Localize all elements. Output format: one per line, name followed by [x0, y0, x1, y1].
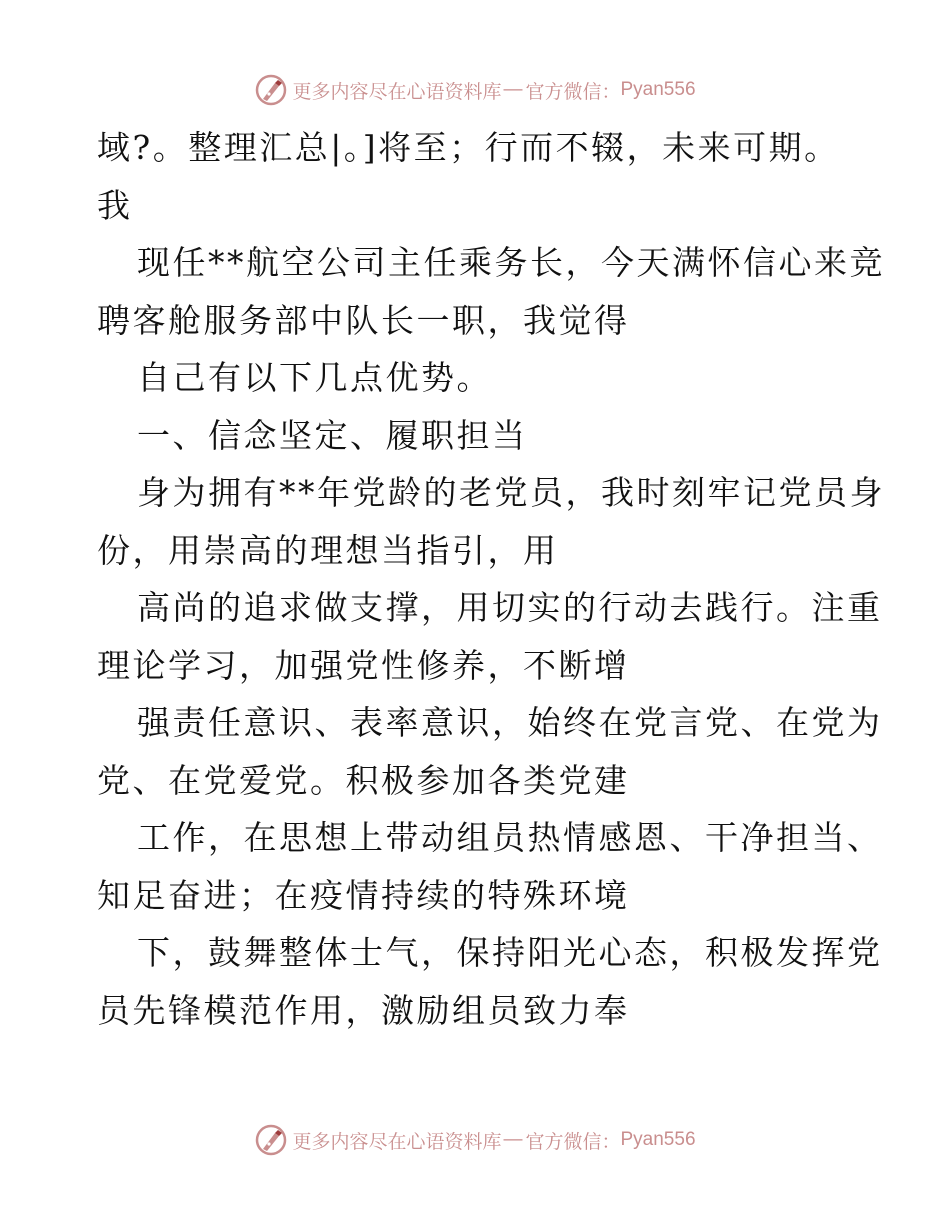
- banner-separator: —: [503, 79, 520, 100]
- body-line: 自己有以下几点优势。: [137, 358, 492, 397]
- body-line: 下，鼓舞整体士气，保持阳光心态，积极发挥党: [137, 933, 883, 972]
- body-line: 理论学习，加强党性修养，不断增: [97, 645, 630, 685]
- header-watermark-banner: [0, 70, 950, 110]
- banner-wechat-id: Pyan556: [620, 79, 696, 100]
- banner-wechat-label: 官方微信：: [525, 1131, 621, 1153]
- banner-separator: —: [503, 1129, 520, 1150]
- body-line: 工作，在思想上带动组员热情感恩、干净担当、: [137, 818, 883, 857]
- body-line: 现任**航空公司主任乘务长，今天满怀信心来竞: [137, 243, 885, 282]
- body-line: 我: [97, 185, 133, 225]
- footer-watermark-banner: [0, 1120, 950, 1160]
- body-line: 员先锋模范作用，激励组员致力奉: [97, 990, 630, 1030]
- body-line: 党、在党爱党。积极参加各类党建: [97, 760, 630, 800]
- section-heading: 一、信念坚定、履职担当: [137, 415, 528, 455]
- banner-wechat-id: Pyan556: [620, 1129, 696, 1150]
- body-line: 身为拥有**年党龄的老党员，我时刻牢记党员身: [137, 473, 885, 512]
- body-line: 聘客舱服务部中队长一职，我觉得: [97, 300, 630, 340]
- document-body: [97, 119, 885, 1039]
- body-line: 知足奋进；在疫情持续的特殊环境: [97, 875, 630, 915]
- body-line: 份，用崇高的理想当指引，用: [97, 530, 559, 570]
- body-line: 强责任意识、表率意识，始终在党言党、在党为: [137, 703, 883, 742]
- banner-wechat-label: 官方微信：: [525, 81, 621, 103]
- banner-site-text: 更多内容尽在心语资料库: [292, 81, 502, 103]
- pen-nib-logo-icon: [254, 73, 288, 107]
- pen-nib-logo-icon: [254, 1123, 288, 1157]
- body-line: 域?。整理汇总|。]将至；行而不辍，未来可期。: [97, 128, 840, 167]
- banner-site-text: 更多内容尽在心语资料库: [292, 1131, 502, 1153]
- body-line: 高尚的追求做支撑，用切实的行动去践行。注重: [137, 588, 883, 627]
